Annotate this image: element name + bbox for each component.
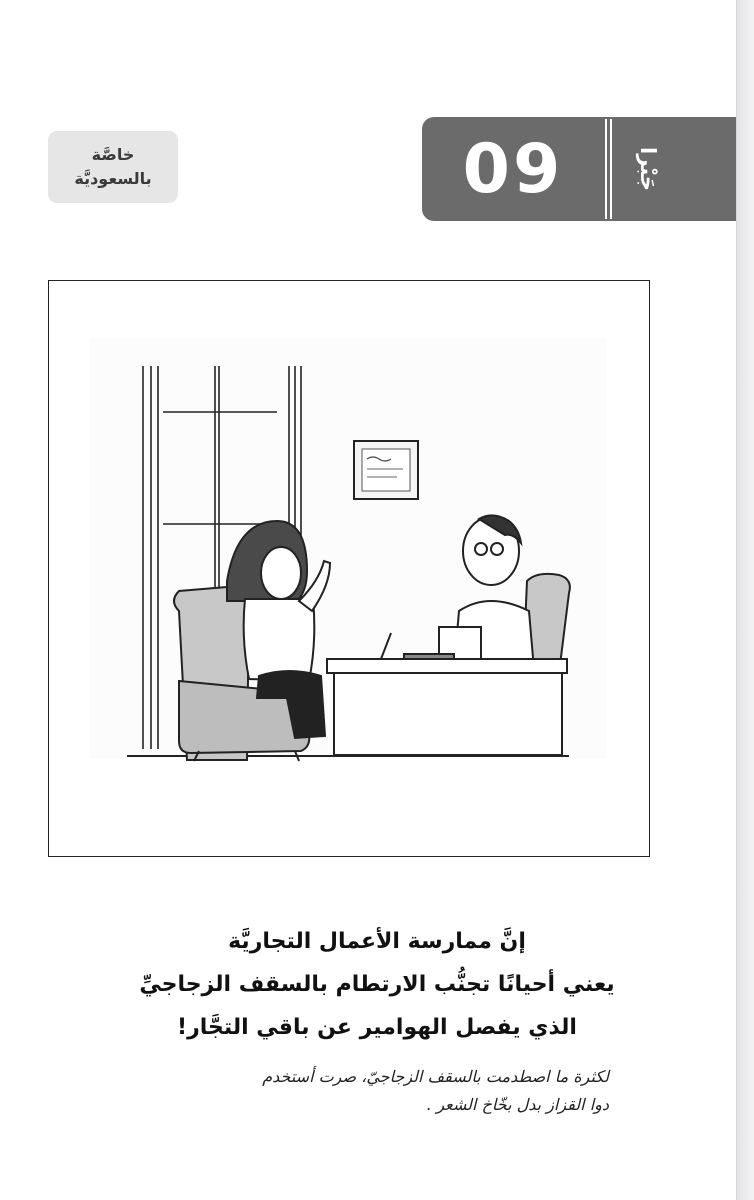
chapter-word: جَبْرا <box>636 147 660 191</box>
chapter-divider <box>610 119 612 219</box>
cartoon-caption <box>119 1063 609 1119</box>
body-line-3: الذي يفصل الهوامير عن باقي التجَّار! <box>177 1015 577 1040</box>
chapter-tab <box>422 117 736 221</box>
badge-line-1: خاصَّة <box>91 145 135 164</box>
wall-certificate <box>354 441 418 499</box>
body-text <box>80 920 674 1049</box>
page-edge <box>736 0 754 1200</box>
body-line-1: إنَّ ممارسة الأعمال التجاريَّة <box>228 929 526 954</box>
chapter-number: 09 <box>462 129 564 209</box>
body-line-2: يعني أحيانًا تجنُّب الارتطام بالسقف الزجاجيِّ <box>139 972 615 997</box>
caption-line-1: لكثرة ما اصطدمت بالسقف الزجاجيّ، صرت أستخدم <box>262 1067 609 1086</box>
caption-line-2: دوا القزاز بدل بخّاخ الشعر . <box>426 1095 609 1114</box>
chapter-label <box>618 117 678 221</box>
cartoon-illustration <box>49 281 649 856</box>
country-badge <box>48 131 178 203</box>
badge-line-2: بالسعوديَّة <box>74 169 152 188</box>
chapter-divider <box>605 119 607 219</box>
